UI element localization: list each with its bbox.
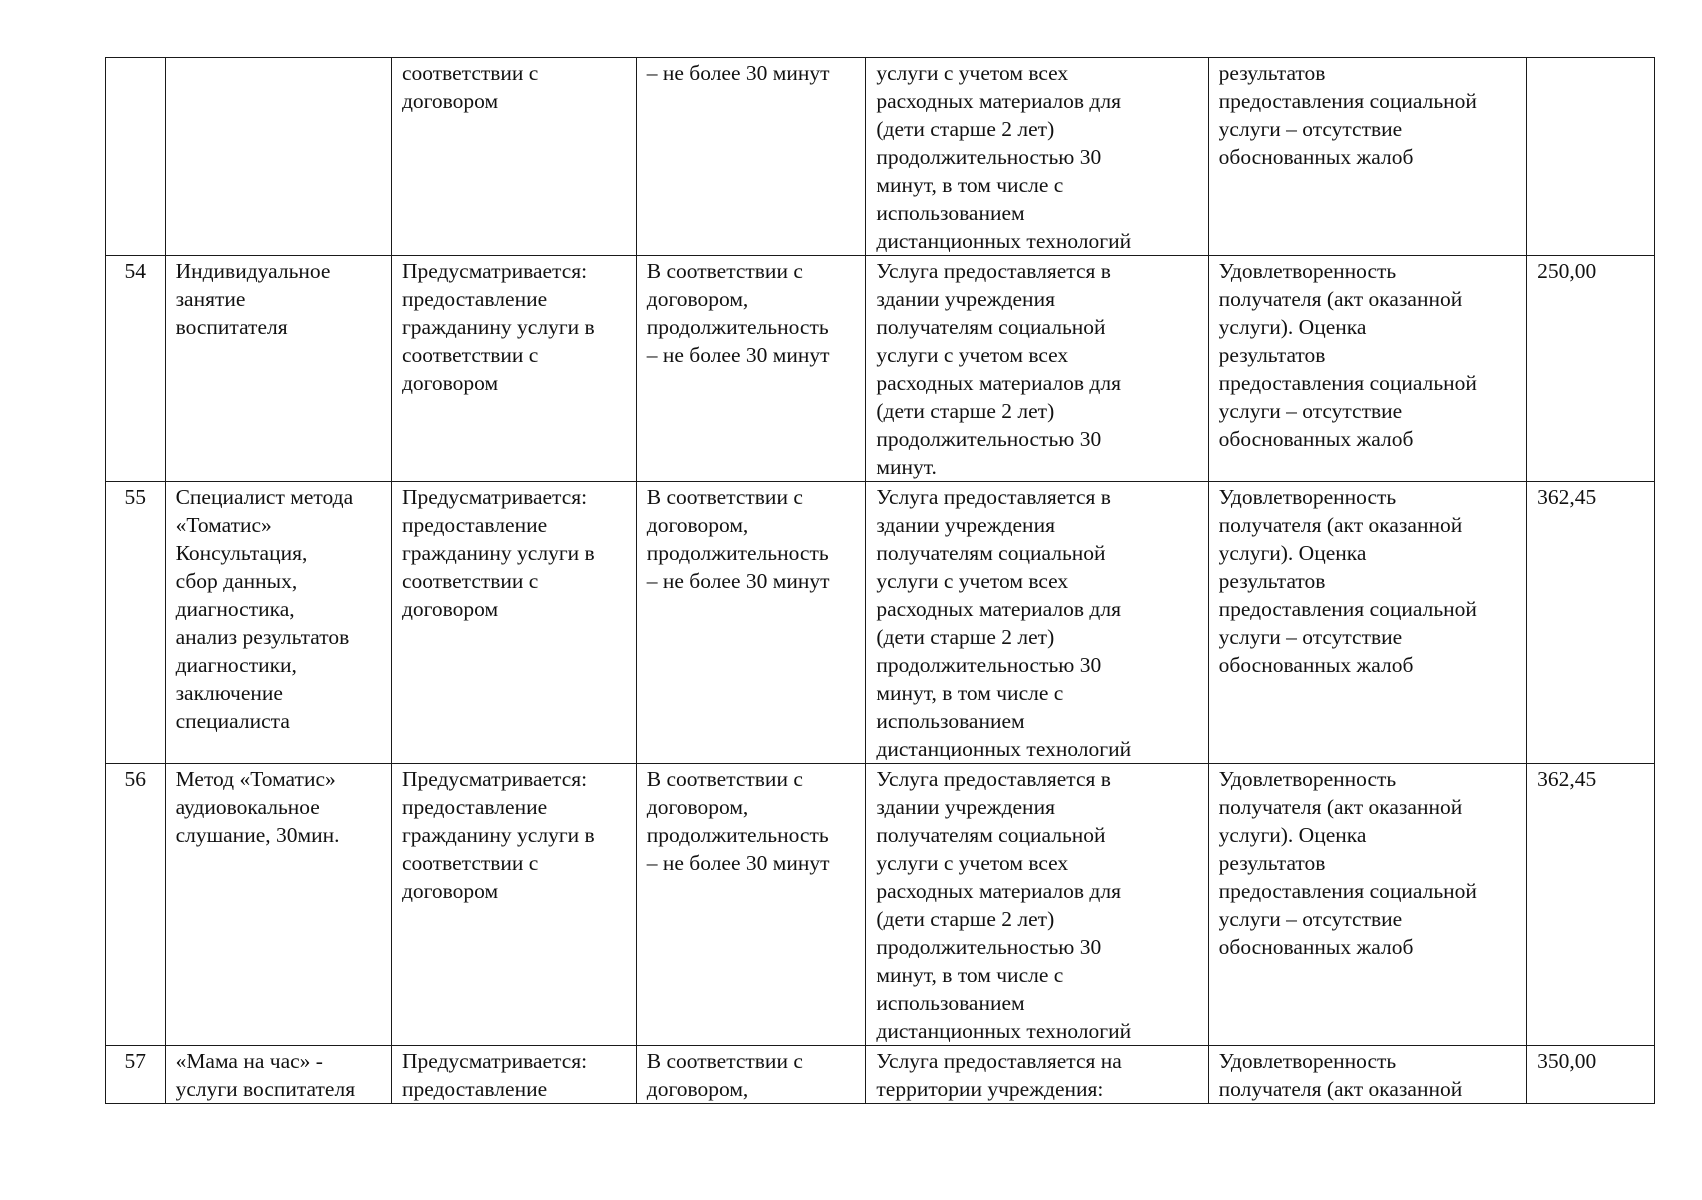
table-row [106, 1046, 1655, 1104]
service-name-cell: Индивидуальное занятие воспитателя [165, 256, 391, 482]
service-name-cell [165, 58, 391, 256]
service-price-cell: 350,00 [1527, 1046, 1655, 1104]
services-table [105, 57, 1655, 1104]
service-quality-cell: Удовлетворенность получателя (акт оказанной услуги). Оценка результатов предоставления социальной услуги – отсутствие обоснованных жалоб [1208, 482, 1526, 764]
row-number-cell [106, 58, 166, 256]
service-quality-cell: результатов предоставления социальной услуги – отсутствие обоснованных жалоб [1208, 58, 1526, 256]
service-name-cell: Специалист метода «Томатис» Консультация, сбор данных, диагностика, анализ результатов диагностики, заключение специалиста [165, 482, 391, 764]
service-conditions-cell: Услуга предоставляется в здании учреждения получателям социальной услуги с учетом всех расходных материалов для (дети старше 2 лет) продолжительностью 30 минут, в том числе с использованием дистанционных технологий [866, 764, 1208, 1046]
row-number-cell: 55 [106, 482, 166, 764]
service-terms-cell: В соответствии с договором, [636, 1046, 866, 1104]
service-content-cell: Предусматривается: предоставление гражданину услуги в соответствии с договором [391, 256, 636, 482]
row-number-cell: 56 [106, 764, 166, 1046]
service-quality-cell: Удовлетворенность получателя (акт оказанной услуги). Оценка результатов предоставления социальной услуги – отсутствие обоснованных жалоб [1208, 256, 1526, 482]
service-price-cell: 250,00 [1527, 256, 1655, 482]
service-terms-cell: – не более 30 минут [636, 58, 866, 256]
service-price-cell: 362,45 [1527, 764, 1655, 1046]
service-quality-cell: Удовлетворенность получателя (акт оказанной [1208, 1046, 1526, 1104]
service-content-cell: соответствии с договором [391, 58, 636, 256]
table-row [106, 58, 1655, 256]
service-conditions-cell: Услуга предоставляется в здании учреждения получателям социальной услуги с учетом всех расходных материалов для (дети старше 2 лет) продолжительностью 30 минут, в том числе с использованием дистанционных технологий [866, 482, 1208, 764]
service-conditions-cell: Услуга предоставляется в здании учреждения получателям социальной услуги с учетом всех расходных материалов для (дети старше 2 лет) продолжительностью 30 минут. [866, 256, 1208, 482]
service-price-cell: 362,45 [1527, 482, 1655, 764]
service-price-cell [1527, 58, 1655, 256]
service-content-cell: Предусматривается: предоставление [391, 1046, 636, 1104]
table-row [106, 764, 1655, 1046]
service-quality-cell: Удовлетворенность получателя (акт оказанной услуги). Оценка результатов предоставления социальной услуги – отсутствие обоснованных жалоб [1208, 764, 1526, 1046]
service-name-cell: «Мама на час» - услуги воспитателя [165, 1046, 391, 1104]
table-row [106, 256, 1655, 482]
row-number-cell: 54 [106, 256, 166, 482]
service-content-cell: Предусматривается: предоставление гражданину услуги в соответствии с договором [391, 482, 636, 764]
service-terms-cell: В соответствии с договором, продолжительность – не более 30 минут [636, 764, 866, 1046]
table-row [106, 482, 1655, 764]
service-terms-cell: В соответствии с договором, продолжительность – не более 30 минут [636, 482, 866, 764]
service-content-cell: Предусматривается: предоставление гражданину услуги в соответствии с договором [391, 764, 636, 1046]
row-number-cell: 57 [106, 1046, 166, 1104]
service-terms-cell: В соответствии с договором, продолжительность – не более 30 минут [636, 256, 866, 482]
service-name-cell: Метод «Томатис» аудиовокальное слушание, 30мин. [165, 764, 391, 1046]
service-conditions-cell: Услуга предоставляется на территории учреждения: [866, 1046, 1208, 1104]
service-conditions-cell: услуги с учетом всех расходных материалов для (дети старше 2 лет) продолжительностью 30 минут, в том числе с использованием дистанционных технологий [866, 58, 1208, 256]
